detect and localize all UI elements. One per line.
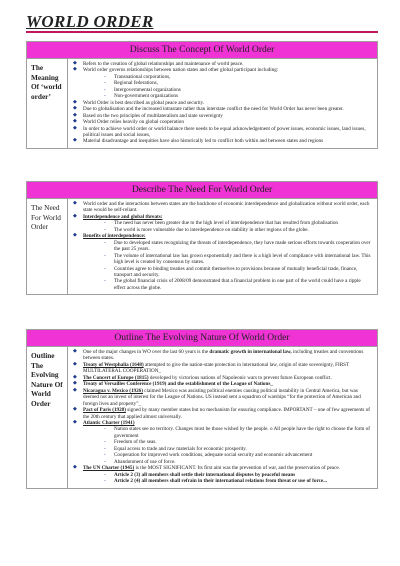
subheading: Interdependence and global threats: <box>83 213 163 220</box>
dash-icon: - <box>104 86 106 93</box>
subheading: Benefits of interdependence: <box>83 233 146 240</box>
item-text: is the MOST SIGNIFICANT. Its first aim was the prevention of war, and the preservation of peace. <box>134 465 340 472</box>
item-text: claimed Mexico was assisting political enemies causing political instability in Central America, but was deemed not an invest of interest for the League of Nations. US instead sent a squadron of warships “for the protection of American and foreign lives and property”_ <box>83 387 361 407</box>
bullet-icon: ◆ <box>73 387 77 393</box>
dash-icon: - <box>104 452 106 459</box>
list-item <box>70 349 373 362</box>
sub-item <box>70 253 373 266</box>
dash-icon: - <box>104 426 106 433</box>
item-text: Due to developed states recognizing the threats of interdependence, they have made serious efforts towards cooperation over the past 25 years. <box>114 239 371 253</box>
dash-icon: - <box>104 445 106 452</box>
bullet-icon: ◆ <box>73 67 77 73</box>
dash-icon: - <box>104 80 106 87</box>
item-text: Intergovernmental organizations <box>114 86 181 93</box>
list-item <box>70 388 373 407</box>
bullet-icon: ◆ <box>73 419 77 425</box>
dash-icon: - <box>104 252 106 259</box>
dash-icon: - <box>104 265 106 272</box>
item-text: World order and the interactions between states are the backbone of economic interdependence and globalization without world order, each state would be self-reliant. <box>83 201 370 214</box>
section-content <box>68 347 377 488</box>
item-text: World order governs relationships between nation states and other global participant including: <box>83 67 279 74</box>
title-underline <box>26 31 378 33</box>
item-text: Countries agree to binding treaties and commit themselves to provisions because of mutually beneficial trade, finance, transport and security. <box>114 265 358 278</box>
dash-icon: - <box>104 226 106 233</box>
list-item <box>70 138 373 144</box>
bullet-icon: ◆ <box>73 233 77 239</box>
bullet-icon: ◆ <box>73 381 77 387</box>
list-item <box>70 126 373 139</box>
bullet-icon: ◆ <box>73 465 77 471</box>
list-item <box>70 362 373 375</box>
item-text: In order to achieve world order or world balance there needs to be equal acknowledgement of power issues, economic issues, land issues, political issues and social issues, <box>83 125 366 138</box>
list-item <box>70 407 373 420</box>
treaty-name: Nicaragua v. Mexico (1926) <box>83 387 143 394</box>
item-text: The volume of international law has grown exponentially and there is a high level of compliance with international law. This high level is created by consensus by states. <box>114 252 371 266</box>
list-item <box>70 201 373 214</box>
bullet-icon: ◆ <box>73 106 77 112</box>
treaty-name: Pact of Paris (1928) <box>83 407 126 414</box>
treaty-name: Atlantic Charter (1941) <box>83 419 135 426</box>
emphasis-text: dramatic growth in international law, <box>209 349 292 355</box>
treaty-name: Treaty of Westphalia (1648) <box>83 361 144 368</box>
row-label: The Meaning Of ‘world order’ <box>27 59 68 148</box>
bullet-icon: ◆ <box>73 61 77 66</box>
section-evolving <box>26 329 378 489</box>
sub-item <box>70 426 373 439</box>
bullet-icon: ◆ <box>73 112 77 118</box>
sub-item <box>70 240 373 253</box>
item-text: Article 2 (3) all members shall settle their international disputes by peaceful means <box>114 471 296 478</box>
treaty-name: Treaty of Versailles Conference (1919) and the establishment of the League of Nations_ <box>83 381 273 388</box>
item-text: Transnational corporations, <box>114 73 171 80</box>
item-text: including treaties and conventions between states. <box>83 349 364 362</box>
section-header: Outline The Evolving Nature Of World Order <box>26 329 378 346</box>
bullet-icon: ◆ <box>73 407 77 413</box>
bullet-icon: ◆ <box>73 374 77 380</box>
sub-item <box>70 278 373 291</box>
section-content <box>68 199 377 294</box>
sub-item <box>70 266 373 279</box>
item-text: Material disadvantage and inequities have also historically led to conflict both within and between states and regions <box>83 138 324 145</box>
bullet-icon: ◆ <box>73 201 77 206</box>
treaty-name: The UN Charter (1945) <box>83 465 135 472</box>
item-text: Due to globalisation and the increased intrastate rather than interstate conflict the need for World Order has never been greater. <box>83 106 344 113</box>
item-text: developed by victorious nations of Napoleonic wars to prevent future European conflict. <box>148 374 332 381</box>
item-text: attempted to give the nation-state protection in international law, origin of state sovereignty, FIRST MULTILATERAL COOPERATION_ <box>83 361 350 375</box>
page-title: WORLD ORDER <box>26 12 154 31</box>
treaty-name: The Concert of Europe (1815) <box>83 374 149 381</box>
dash-icon: - <box>104 478 106 485</box>
section-header: Discuss The Concept Of World Order <box>26 41 378 58</box>
item-text: Nation states see no territory. Changes must be those wished by the people. o All people have the right to choose the form of government <box>114 426 370 439</box>
item-text: One of the major changes in WO over the last 60 years is the <box>83 349 210 355</box>
item-text: World Order is best described as global peace and security. <box>83 99 205 106</box>
item-text: signed by many member states but no mechanism for ensuring compliance. IMPORTANT – one of few agreements of the 20th century that applied almost universally. <box>83 407 370 420</box>
bullet-icon: ◆ <box>73 138 77 144</box>
dash-icon: - <box>104 458 106 465</box>
section-header: Describe The Need For World Order <box>26 181 378 198</box>
item-text: The need has never been greater due to the high level of interdependence that has resulted from globalisation <box>114 220 338 227</box>
dash-icon: - <box>104 220 106 227</box>
item-text: World Order relies heavily on global cooperation <box>83 119 184 126</box>
bullet-icon: ◆ <box>73 213 77 219</box>
item-text: The global financial crisis of 2008/09 demonstrated that a financial problem in one part of the world could have a ripple effect across the globe. <box>114 278 361 291</box>
bullet-icon: ◆ <box>73 99 77 105</box>
section-concept <box>26 41 378 149</box>
dash-icon: - <box>104 439 106 446</box>
item-text: Based on the two principles of multilateralism and state sovereignty <box>83 112 223 119</box>
row-label: The Need For World Order <box>27 199 68 294</box>
item-text: Regional federations, <box>114 80 158 87</box>
dash-icon: - <box>104 278 106 285</box>
item-text: Abandonment of use of force. <box>114 458 176 465</box>
dash-icon: - <box>104 73 106 80</box>
dash-icon: - <box>104 239 106 246</box>
row-label: Outline The Evolving Nature Of World Order <box>27 347 68 488</box>
item-text: Refers to the creation of global relationships and maintenance of world peace. <box>83 61 244 67</box>
item-text: Cooperation for improved work conditions, adequate social security and economic advancement <box>114 452 313 459</box>
item-text: The world is more vulnerable due to interdependence on stability in other regions of the globe. <box>114 226 309 233</box>
item-text: Article 2 (4) all members shall refrain in their international relations from threat or use of force... <box>114 478 328 485</box>
section-need <box>26 181 378 295</box>
item-text: Equal access to trade and raw materials for economic prosperity. <box>114 445 247 452</box>
item-text: Non-government organizations <box>114 93 179 100</box>
sub-item <box>70 478 373 484</box>
section-content <box>68 59 377 148</box>
section-body <box>26 58 378 149</box>
bullet-icon: ◆ <box>73 361 77 367</box>
dash-icon: - <box>104 93 106 100</box>
item-text: Freedom of the seas. <box>114 439 157 446</box>
bullet-icon: ◆ <box>73 125 77 131</box>
dash-icon: - <box>104 471 106 478</box>
bullet-icon: ◆ <box>73 119 77 125</box>
section-body <box>26 346 378 489</box>
bullet-icon: ◆ <box>73 349 77 354</box>
section-body <box>26 198 378 295</box>
